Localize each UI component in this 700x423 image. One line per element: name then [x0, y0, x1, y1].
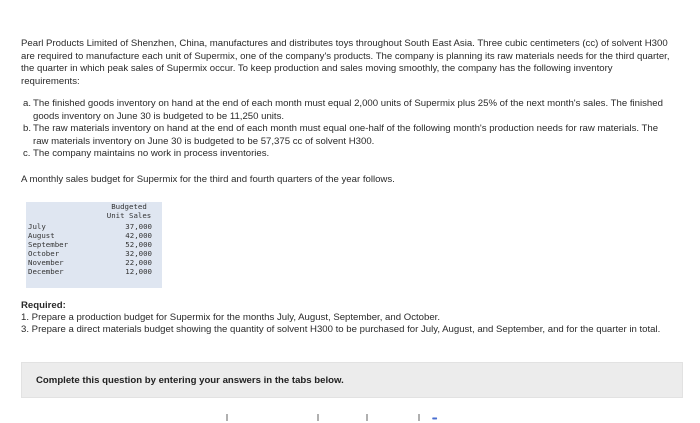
- month-cell: October: [28, 249, 60, 258]
- requirement-text: The finished goods inventory on hand at the end of each month must equal 2,000 units of Supermix plus 25% of the next month's sales. The finished goods inventory on June 30 is budgeted to be 11,250 units.: [33, 98, 663, 122]
- required-section: [21, 300, 681, 336]
- requirement-letter: b.: [23, 123, 32, 135]
- sales-cell: 37,000: [125, 222, 152, 231]
- requirement-c: [23, 148, 673, 161]
- requirement-a: [23, 98, 673, 123]
- header-line-budgeted: Budgeted: [111, 202, 147, 211]
- tab-divider: [226, 414, 228, 421]
- sales-cell: 42,000: [125, 231, 152, 240]
- sales-cell: 52,000: [125, 240, 152, 249]
- sales-cell: 32,000: [125, 249, 152, 258]
- more-dots-icon[interactable]: •••: [432, 416, 437, 423]
- table-row: [28, 268, 158, 277]
- tab-divider: [366, 414, 368, 421]
- requirement-text: The company maintains no work in process inventories.: [33, 148, 270, 160]
- sales-budget-table: [26, 202, 162, 288]
- inventory-requirements: [23, 98, 673, 161]
- month-cell: August: [28, 231, 55, 240]
- requirement-letter: c.: [23, 148, 31, 160]
- month-cell: September: [28, 240, 69, 249]
- header-line-unit-sales: Unit Sales: [106, 210, 152, 220]
- month-cell: July: [28, 222, 46, 231]
- required-item-1: 1. Prepare a production budget for Supermix for the months July, August, September, and October.: [21, 312, 440, 323]
- requirement-text: The raw materials inventory on hand at the end of each month must equal one-half of the following month's production needs for raw materials. The raw materials inventory on June 30 is budgeted to be 57,375 cc of solvent H300.: [33, 123, 659, 147]
- required-item-3: 3. Prepare a direct materials budget showing the quantity of solvent H300 to be purchased for July, August, and September, and for the quarter in total.: [21, 324, 661, 335]
- banner-text: Complete this question by entering your answers in the tabs below.: [36, 375, 344, 386]
- sales-budget-intro: A monthly sales budget for Supermix for the third and fourth quarters of the year follows.: [21, 174, 395, 185]
- sales-cell: 12,000: [125, 267, 152, 276]
- tabs-instruction-banner: [21, 362, 683, 398]
- tab-divider: [418, 414, 420, 421]
- problem-intro: Pearl Products Limited of Shenzhen, China, manufactures and distributes toys throughout South East Asia. Three cubic centimeters (cc) of solvent H300 are required to manufacture each unit of Supermix, one of the company's products. The company is planning its raw materials needs for the third quarter, the quarter in which peak sales of Supermix occur. To keep production and sales moving smoothly, the company has the following inventory requirements:: [21, 38, 670, 87]
- required-heading: Required:: [21, 300, 66, 311]
- sales-cell: 22,000: [125, 258, 152, 267]
- table-header: [98, 203, 160, 221]
- requirement-b: [23, 123, 673, 148]
- tab-divider: [317, 414, 319, 421]
- month-cell: November: [28, 258, 64, 267]
- month-cell: December: [28, 267, 64, 276]
- requirement-letter: a.: [23, 98, 32, 109]
